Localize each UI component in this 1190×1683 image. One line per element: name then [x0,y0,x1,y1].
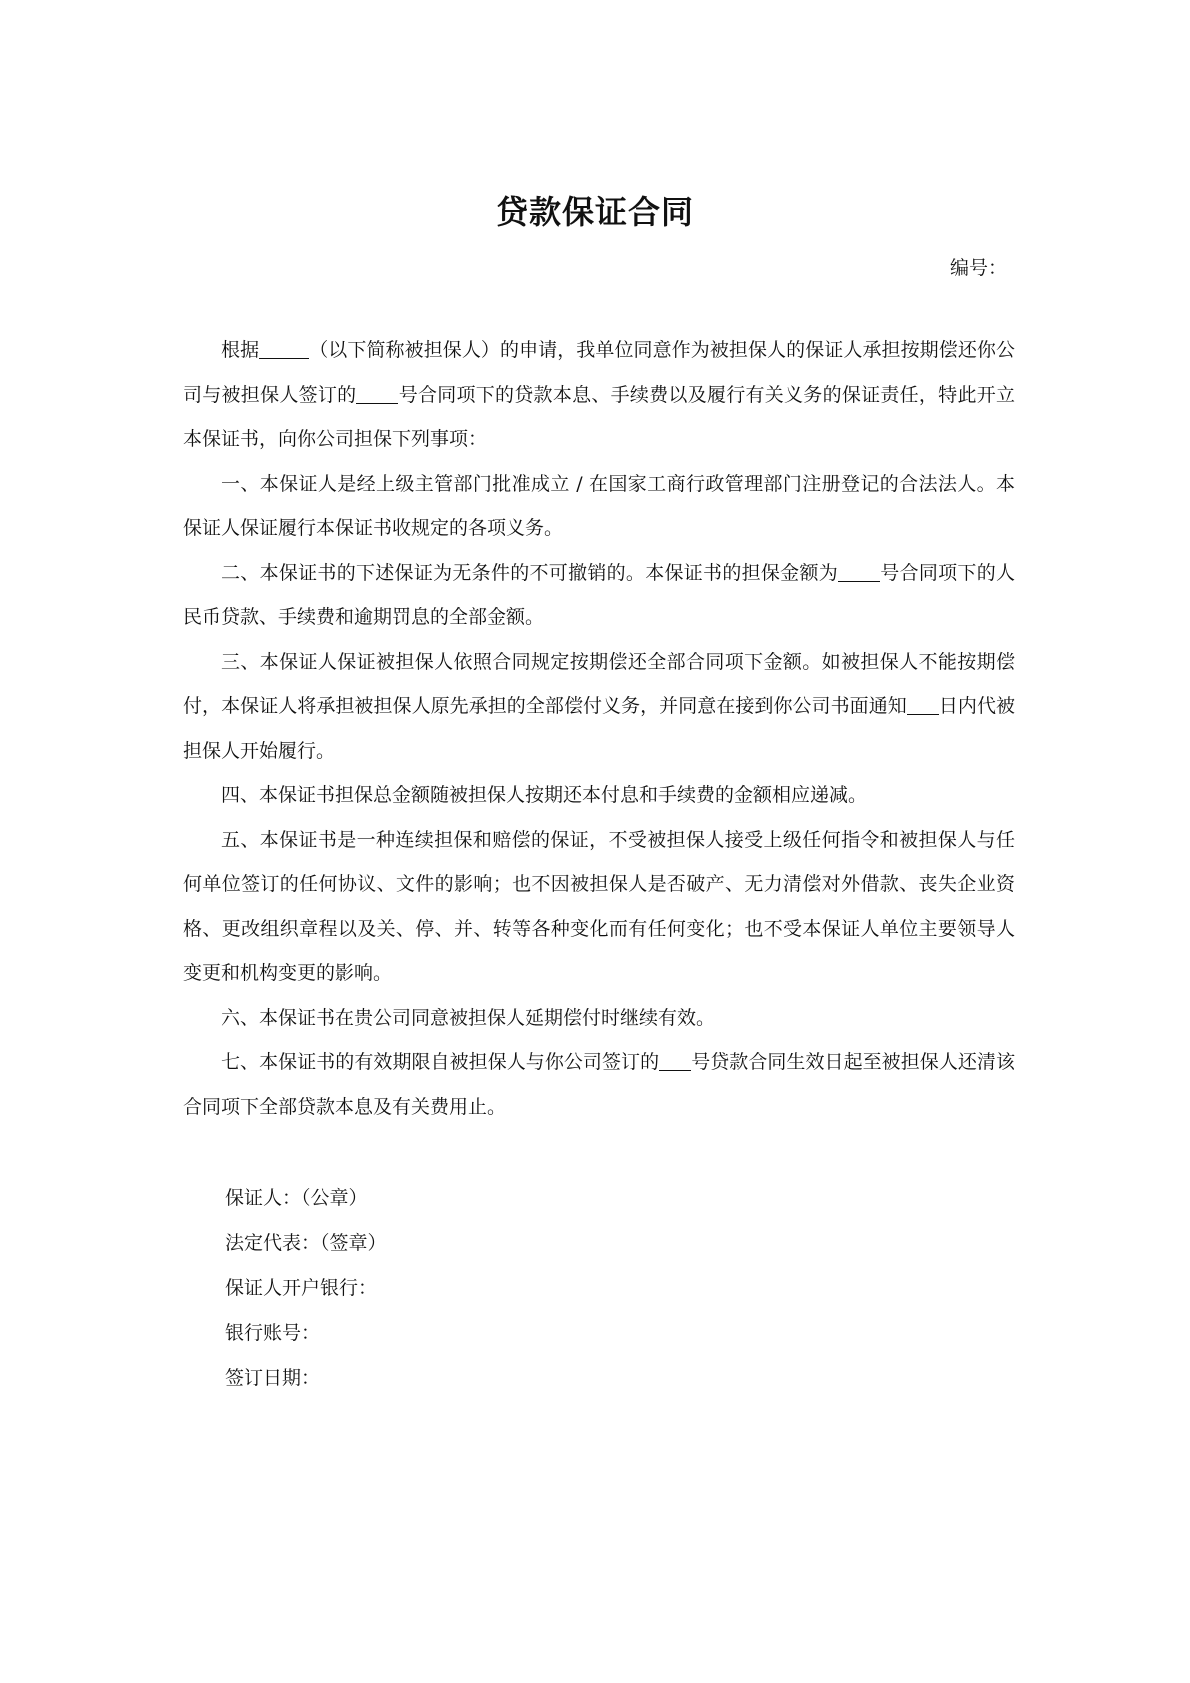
bank-account-line: 银行账号： [225,1322,321,1344]
document-number-label: 编号： [949,257,1007,279]
clause-3 [183,640,1015,774]
fill-blank-loan-contract-number [659,1051,691,1071]
legal-representative-line: 法定代表：（签章） [225,1232,387,1254]
clause-1: 一、本保证人是经上级主管部门批准成立 / 在国家工商行政管理部门注册登记的合法法人。本保证人保证履行本保证书收规定的各项义务。 [183,472,1015,539]
fill-blank-guaranteed-party [259,339,309,359]
clause-5: 五、本保证书是一种连续担保和赔偿的保证，不受被担保人接受上级任何指令和被担保人与任何单位签订的任何协议、文件的影响；也不因被担保人是否破产、无力清偿对外借款、丧失企业资格、更改组织章程以及关、停、并、转等各种变化而有任何变化；也不受本保证人单位主要领导人变更和机构变更的影响。 [183,828,1015,984]
guarantor-bank-line: 保证人开户银行： [225,1277,378,1299]
fill-blank-contract-number [356,384,398,404]
clause-7-text-b: 号贷款合同生效日起至被担保人还清该合同项下全部贷款本息及有关费用止。 [183,1051,1015,1118]
clause-3-text-a: 三、本保证人保证被担保人依照合同规定按期偿还全部合同项下金额。如被担保人不能按期偿付，本保证人将承担被担保人原先承担的全部偿付义务，并同意在接到你公司书面通知 [183,650,1015,717]
signing-date-line: 签订日期： [225,1367,321,1389]
clause-4: 四、本保证书担保总金额随被担保人按期还本付息和手续费的金额相应递减。 [221,784,868,806]
contract-body [183,328,1015,1129]
fill-blank-guarantee-contract-number [838,562,880,582]
clause-3-text-b: 日内代被担保人开始履行。 [183,695,1015,762]
clause-2-text-a: 二、本保证书的下述保证为无条件的不可撤销的。本保证书的担保金额为 [221,561,839,584]
clause-7 [183,1040,1015,1129]
clause-6: 六、本保证书在贵公司同意被担保人延期偿付时继续有效。 [221,1006,716,1029]
fill-blank-days [907,695,939,715]
intro-text-b: （以下简称被担保人）的申请，我单位同意作为被担保人的保证人承担按期偿还你公司与被担保人签订的 [183,339,1015,406]
intro-text-a: 根据 [221,339,260,361]
clause-2-text-b: 号合同项下的人民币贷款、手续费和逾期罚息的全部金额。 [183,561,1015,628]
document-title: 贷款保证合同 [495,193,694,231]
intro-text-c: 号合同项下的贷款本息、手续费以及履行有关义务的保证责任，特此开立本保证书，向你公司担保下列事项： [183,383,1015,450]
clause-7-text-a: 七、本保证书的有效期限自被担保人与你公司签订的 [221,1051,660,1073]
guarantor-seal-line: 保证人：（公章） [225,1187,368,1209]
intro-paragraph [183,328,1015,462]
signature-block [225,1176,387,1401]
clause-2 [183,551,1015,640]
